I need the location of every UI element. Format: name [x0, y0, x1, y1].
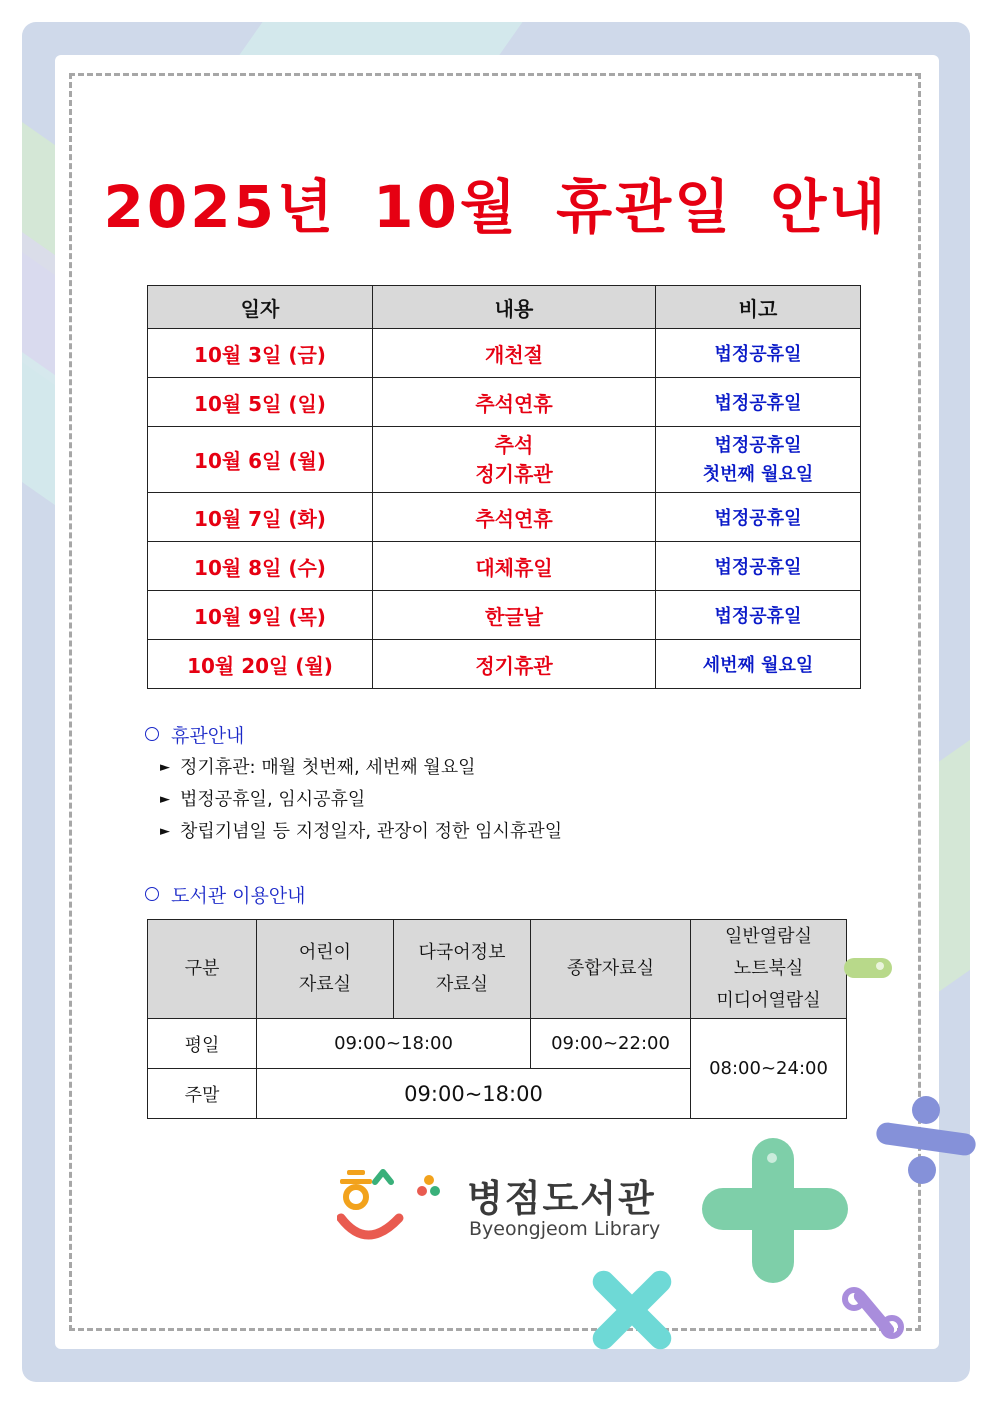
closure-info-item [160, 817, 562, 843]
decorative-times-icon [585, 1265, 675, 1355]
weekday-general-hours: 09:00~22:00 [531, 1019, 691, 1069]
note-cell: 세번째 월요일 [656, 640, 861, 689]
note-cell [656, 427, 861, 493]
note-line: 첫번째 월요일 [702, 463, 814, 485]
usage-info-heading-text: 도서관 이용안내 [171, 885, 306, 907]
weekend-label: 주말 [148, 1069, 257, 1119]
triangle-bullet-icon: ► [160, 792, 170, 807]
header-line: 미디어열람실 [716, 990, 821, 1011]
table-row [148, 329, 861, 378]
closure-table [147, 285, 861, 689]
triangle-bullet-icon: ► [160, 824, 170, 839]
header-children-room [257, 920, 394, 1019]
header-general-room: 종합자료실 [531, 920, 691, 1019]
date-cell: 10월 8일 (수) [148, 542, 373, 591]
weekend-hours: 09:00~18:00 [257, 1069, 691, 1119]
table-row [148, 542, 861, 591]
decorative-minus-icon [840, 950, 896, 986]
date-cell: 10월 3일 (금) [148, 329, 373, 378]
header-multilingual-room [394, 920, 531, 1019]
header-reading-room [691, 920, 847, 1019]
content-cell: 대체휴일 [373, 542, 656, 591]
content-cell: 추석연휴 [373, 378, 656, 427]
note-cell: 법정공휴일 [656, 542, 861, 591]
weekday-label: 평일 [148, 1019, 257, 1069]
date-cell: 10월 7일 (화) [148, 493, 373, 542]
closure-info-item [160, 785, 365, 811]
content-cell [373, 427, 656, 493]
reading-room-hours: 08:00~24:00 [691, 1019, 847, 1119]
header-line: 자료실 [298, 974, 352, 995]
date-cell: 10월 20일 (월) [148, 640, 373, 689]
header-category: 구분 [148, 920, 257, 1019]
note-cell: 법정공휴일 [656, 378, 861, 427]
header-note: 비고 [656, 286, 861, 329]
content-cell: 개천절 [373, 329, 656, 378]
closure-table-header [148, 286, 861, 329]
closure-info-heading-text: 휴관안내 [171, 725, 245, 747]
header-line: 노트북실 [733, 958, 804, 979]
closure-info-item-text: 정기휴관: 매월 첫번째, 세번째 월요일 [180, 757, 476, 778]
closure-info-item-text: 창립기념일 등 지정일자, 관장이 정한 임시휴관일 [180, 821, 563, 842]
usage-info-heading [145, 881, 306, 908]
circle-bullet-icon [145, 887, 159, 901]
note-cell: 법정공휴일 [656, 329, 861, 378]
header-line: 자료실 [435, 974, 489, 995]
weekday-children-multi-hours: 09:00~18:00 [257, 1019, 531, 1069]
header-line: 다국어정보 [418, 942, 506, 963]
page-title: 2025년 10월 휴관일 안내 [103, 173, 889, 241]
circle-bullet-icon [145, 727, 159, 741]
triangle-bullet-icon: ► [160, 760, 170, 775]
date-cell: 10월 9일 (목) [148, 591, 373, 640]
table-row [148, 591, 861, 640]
closure-info-heading [145, 721, 244, 748]
library-name: 병점도서관 [467, 1177, 656, 1220]
usage-table-header [148, 920, 847, 1019]
note-cell: 법정공휴일 [656, 493, 861, 542]
header-date: 일자 [148, 286, 373, 329]
header-content: 내용 [373, 286, 656, 329]
content-cell: 추석연휴 [373, 493, 656, 542]
table-row [148, 427, 861, 493]
decorative-percent-icon [840, 1283, 910, 1343]
table-row [148, 378, 861, 427]
weekday-row [148, 1019, 847, 1069]
header-line: 어린이 [298, 942, 352, 963]
usage-table [147, 919, 847, 1119]
decorative-band [937, 721, 970, 993]
decorative-plus-icon [700, 1130, 850, 1285]
content-cell: 한글날 [373, 591, 656, 640]
table-row [148, 640, 861, 689]
date-cell: 10월 6일 (월) [148, 427, 373, 493]
header-line: 일반열람실 [725, 926, 812, 947]
closure-info-item [160, 753, 476, 779]
decorative-divide-icon [870, 1090, 982, 1190]
table-row [148, 493, 861, 542]
date-cell: 10월 5일 (일) [148, 378, 373, 427]
content-line: 추석 [494, 432, 534, 457]
library-english-name: Byeongjeom Library [469, 1218, 661, 1240]
content-cell: 정기휴관 [373, 640, 656, 689]
note-line: 법정공휴일 [714, 434, 802, 456]
content-line: 정기휴관 [475, 461, 553, 486]
note-cell: 법정공휴일 [656, 591, 861, 640]
closure-info-item-text: 법정공휴일, 임시공휴일 [180, 789, 366, 810]
